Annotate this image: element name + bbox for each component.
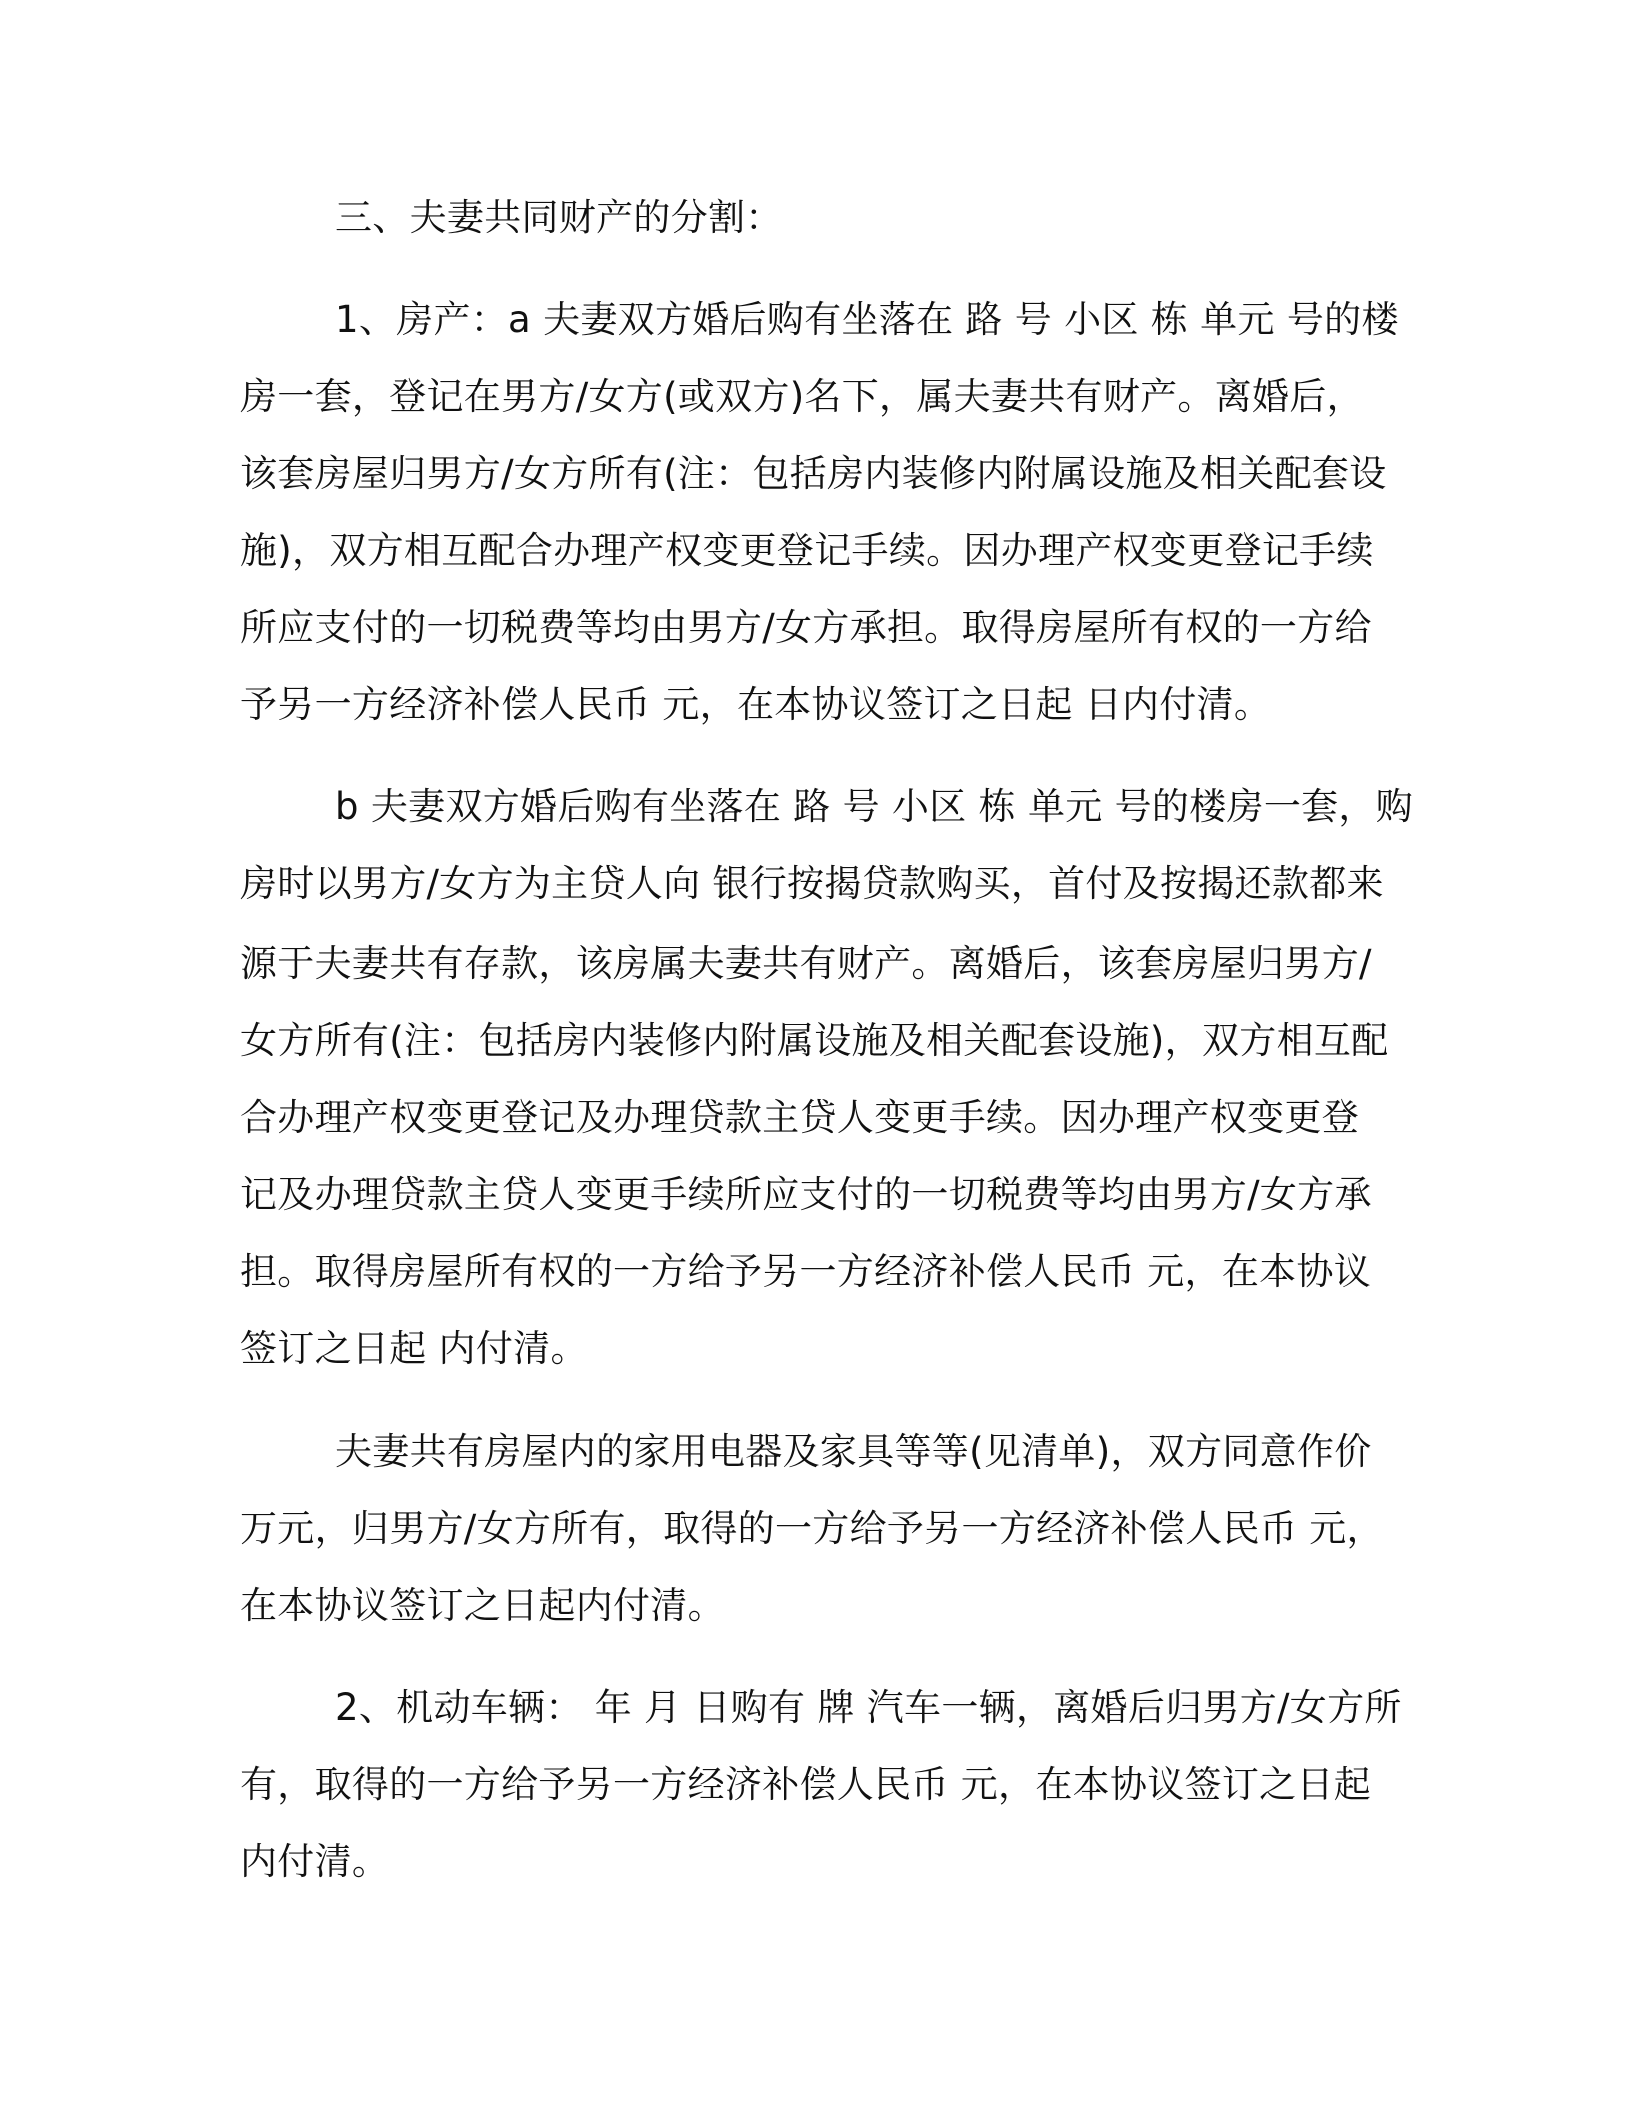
paragraph-line: 房一套，登记在男方/女方(或双方)名下，属夫妻共有财产。离婚后，	[240, 375, 1364, 418]
paragraph-line: 2、机动车辆： 年 月 日购有 牌 汽车一辆，离婚后归男方/女方所	[335, 1686, 1402, 1729]
paragraph-line: 源于夫妻共有存款，该房属夫妻共有财产。离婚后，该套房屋归男方/	[240, 942, 1372, 985]
paragraph-line: 在本协议签订之日起内付清。	[240, 1584, 725, 1627]
paragraph-line: 夫妻共有房屋内的家用电器及家具等等(见清单)，双方同意作价	[335, 1430, 1372, 1473]
paragraph-line: 所应支付的一切税费等均由男方/女方承担。取得房屋所有权的一方给	[240, 606, 1372, 649]
paragraph-line: 记及办理贷款主贷人变更手续所应支付的一切税费等均由男方/女方承	[240, 1173, 1372, 1216]
section-heading: 三、夫妻共同财产的分割：	[335, 196, 783, 239]
paragraph-line: 内付清。	[240, 1840, 390, 1883]
paragraph-line: 房时以男方/女方为主贷人向 银行按揭贷款购买，首付及按揭还款都来	[240, 862, 1384, 905]
paragraph-line: 1、房产：a 夫妻双方婚后购有坐落在 路 号 小区 栋 单元 号的楼	[335, 298, 1399, 341]
paragraph-line: 合办理产权变更登记及办理贷款主贷人变更手续。因办理产权变更登	[240, 1096, 1359, 1139]
paragraph-line: 有，取得的一方给予另一方经济补偿人民币 元，在本协议签订之日起	[240, 1763, 1372, 1806]
paragraph-line: 予另一方经济补偿人民币 元，在本协议签订之日起 日内付清。	[240, 683, 1272, 726]
paragraph-line: 女方所有(注：包括房内装修内附属设施及相关配套设施)，双方相互配	[240, 1019, 1389, 1062]
paragraph-line: 该套房屋归男方/女方所有(注：包括房内装修内附属设施及相关配套设	[240, 452, 1387, 495]
paragraph-line: 施)，双方相互配合办理产权变更登记手续。因办理产权变更登记手续	[240, 529, 1374, 572]
paragraph-line: 担。取得房屋所有权的一方给予另一方经济补偿人民币 元，在本协议	[240, 1250, 1372, 1293]
paragraph-line: 万元，归男方/女方所有，取得的一方给予另一方经济补偿人民币 元，	[240, 1507, 1384, 1550]
paragraph-line: b 夫妻双方婚后购有坐落在 路 号 小区 栋 单元 号的楼房一套，购	[335, 785, 1414, 828]
paragraph-line: 签订之日起 内付清。	[240, 1327, 588, 1370]
